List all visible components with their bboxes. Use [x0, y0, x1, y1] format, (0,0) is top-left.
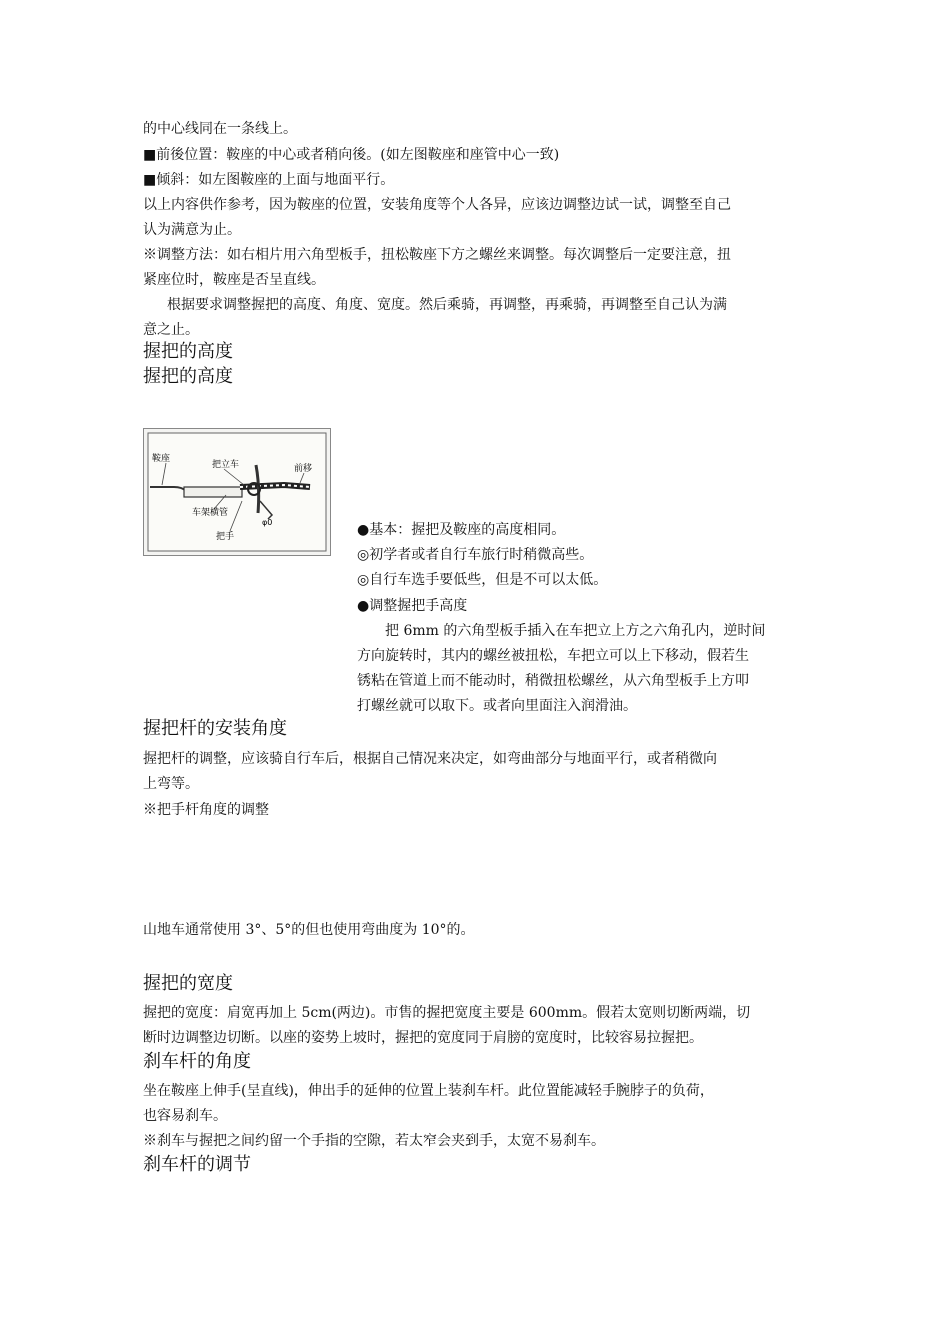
body-line: 断时边调整边切断。以座的姿势上坡时，握把的宽度同于肩膀的宽度时，比较容易拉握把。: [143, 1030, 703, 1046]
intro-line: 根据要求调整握把的高度、角度、宽度。然后乘骑，再调整，再乘骑，再调整至自己认为满: [167, 297, 727, 313]
intro-line: ■倾斜：如左图鞍座的上面与地面平行。: [143, 172, 395, 188]
label-saddle: 鞍座: [152, 454, 171, 464]
intro-line: 以上内容供作参考，因为鞍座的位置，安装角度等个人各异，应该边调整边试一试，调整至自己: [143, 197, 731, 213]
intro-line: 紧座位时，鞍座是否呈直线。: [143, 272, 325, 288]
body-line: ※刹车与握把之间约留一个手指的空隙，若太窄会夹到手，太宽不易刹车。: [143, 1133, 605, 1149]
body-line: 锈粘在管道上而不能动时，稍微扭松螺丝，从六角型板手上方叩: [357, 673, 749, 689]
section-heading: 握把的高度: [143, 366, 233, 387]
label-frame: 车架横管: [192, 508, 229, 518]
section-heading: 握把杆的安装角度: [143, 718, 287, 739]
label-stem: 把立车: [212, 460, 240, 470]
frame-tube: [184, 487, 242, 497]
intro-line: ※调整方法：如右相片用六角型板手，扭松鞍座下方之螺丝来调整。每次调整后一定要注意，扭: [143, 247, 731, 263]
stem-diagram: [144, 429, 330, 555]
body-line: 打螺丝就可以取下。或者向里面注入润滑油。: [357, 698, 637, 714]
intro-line: 的中心线同在一条线上。: [143, 121, 297, 137]
bullet-line: ●调整握把手高度: [357, 598, 468, 614]
stem-diagram-figure: [143, 428, 331, 556]
section-heading: 刹车杆的调节: [143, 1154, 251, 1175]
label-fork: 前移: [294, 464, 313, 474]
label-marker: φ0: [262, 518, 273, 527]
body-line: 也容易刹车。: [143, 1108, 227, 1124]
body-line: 上弯等。: [143, 776, 199, 792]
body-line: ※把手杆角度的调整: [143, 802, 269, 818]
body-line: 方向旋转时，其内的螺丝被扭松，车把立可以上下移动，假若生: [357, 648, 749, 664]
body-line: 把 6mm 的六角型板手插入在车把立上方之六角孔内，逆时间: [385, 623, 766, 639]
body-line: 坐在鞍座上伸手(呈直线)，伸出手的延伸的位置上装刹车杆。此位置能减轻手腕脖子的负荷，: [143, 1083, 714, 1099]
body-line: 握把杆的调整，应该骑自行车后，根据自己情况来决定，如弯曲部分与地面平行，或者稍微向: [143, 751, 717, 767]
intro-line: ■前後位置：鞍座的中心或者稍向後。(如左图鞍座和座管中心一致): [143, 147, 560, 163]
bullet-line: ◎自行车选手要低些，但是不可以太低。: [357, 572, 608, 588]
intro-line: 认为满意为止。: [143, 222, 241, 238]
label-grip: 把手: [216, 532, 235, 542]
body-line: 握把的宽度：肩宽再加上 5cm(两边)。市售的握把宽度主要是 600mm。假若太宽则切断两端，切: [143, 1005, 751, 1021]
section-heading: 刹车杆的角度: [143, 1051, 251, 1072]
body-line: 山地车通常使用 3°、5°的但也使用弯曲度为 10°的。: [143, 922, 475, 938]
intro-line: 意之止。: [143, 322, 199, 338]
section-heading: 握把的宽度: [143, 973, 233, 994]
section-heading: 握把的高度: [143, 341, 233, 362]
bullet-line: ●基本：握把及鞍座的高度相同。: [357, 522, 566, 538]
bullet-line: ◎初学者或者自行车旅行时稍微高些。: [357, 547, 594, 563]
